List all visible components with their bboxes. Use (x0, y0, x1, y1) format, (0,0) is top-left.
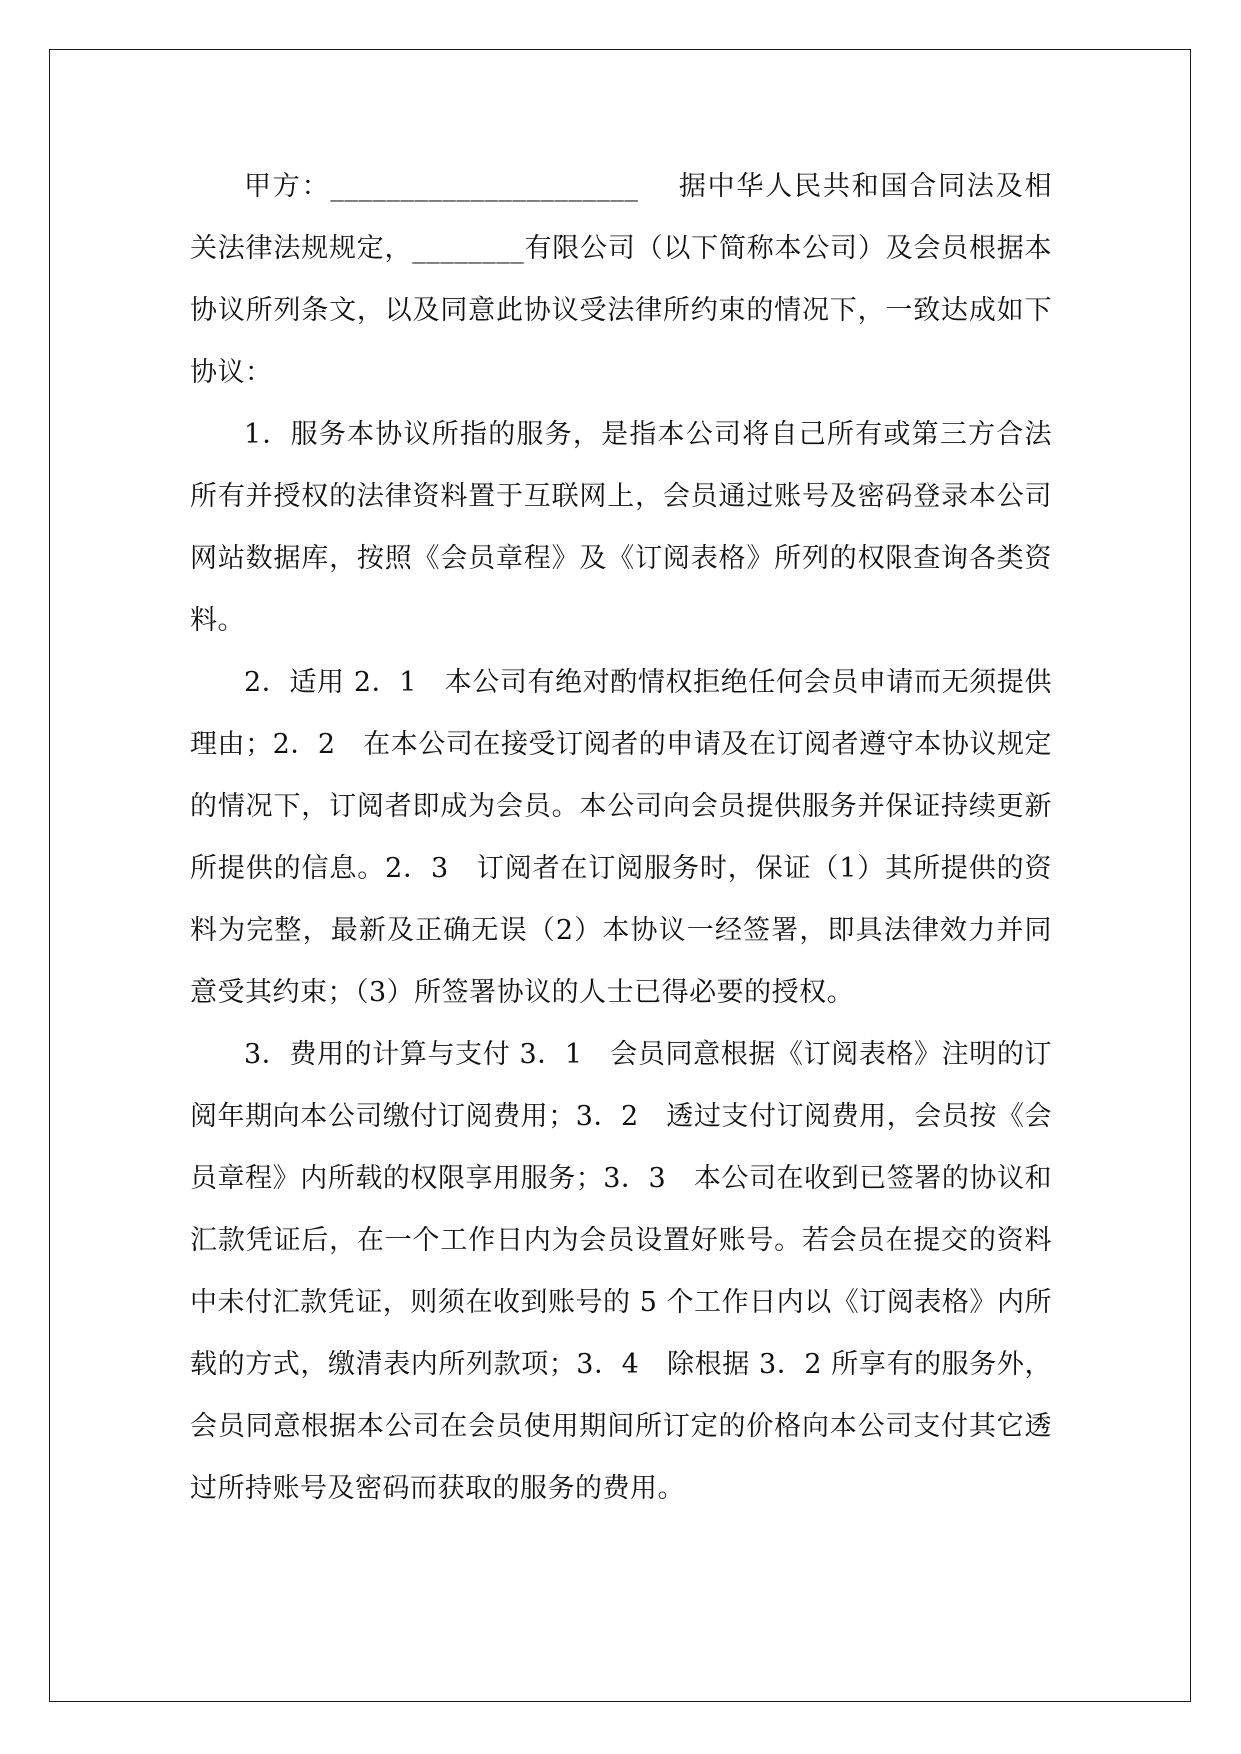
clause-3-fees: 3．费用的计算与支付 3．1 会员同意根据《订阅表格》注明的订阅年期向本公司缴付订阅费用；3．2 透过支付订阅费用，会员按《会员章程》内所载的权限享用服务；3．3 本公司在收到已签署的协议和汇款凭证后，在一个工作日内为会员设置好账号。若会员在提交的资料中未付汇款凭证，则须在收到账号的 5 个工作日内以《订阅表格》内所载的方式，缴清表内所列款项；3．4 除根据 3．2 所享有的服务外，会员同意根据本公司在会员使用期间所订定的价格向本公司支付其它透过所持账号及密码而获取的服务的费用。 (190, 1039, 1052, 1504)
document-body (190, 156, 1052, 1520)
intro-paragraph: 甲方：______________________ 据中华人民共和国合同法及相关法律法规规定，________有限公司（以下简称本公司）及会员根据本协议所列条文，以及同意此协议受法律所约束的情况下，一致达成如下协议： (190, 171, 1052, 388)
clause-2-applicability: 2．适用 2．1 本公司有绝对酌情权拒绝任何会员申请而无须提供理由；2．2 在本公司在接受订阅者的申请及在订阅者遵守本协议规定的情况下，订阅者即成为会员。本公司向会员提供服务并保证持续更新所提供的信息。2．3 订阅者在订阅服务时，保证（1）其所提供的资料为完整，最新及正确无误（2）本协议一经签署，即具法律效力并同意受其约束；（3）所签署协议的人士已得必要的授权。 (190, 667, 1052, 1008)
clause-1-service: 1．服务本协议所指的服务，是指本公司将自己所有或第三方合法所有并授权的法律资料置于互联网上，会员通过账号及密码登录本公司网站数据库，按照《会员章程》及《订阅表格》所列的权限查询各类资料。 (190, 419, 1052, 636)
